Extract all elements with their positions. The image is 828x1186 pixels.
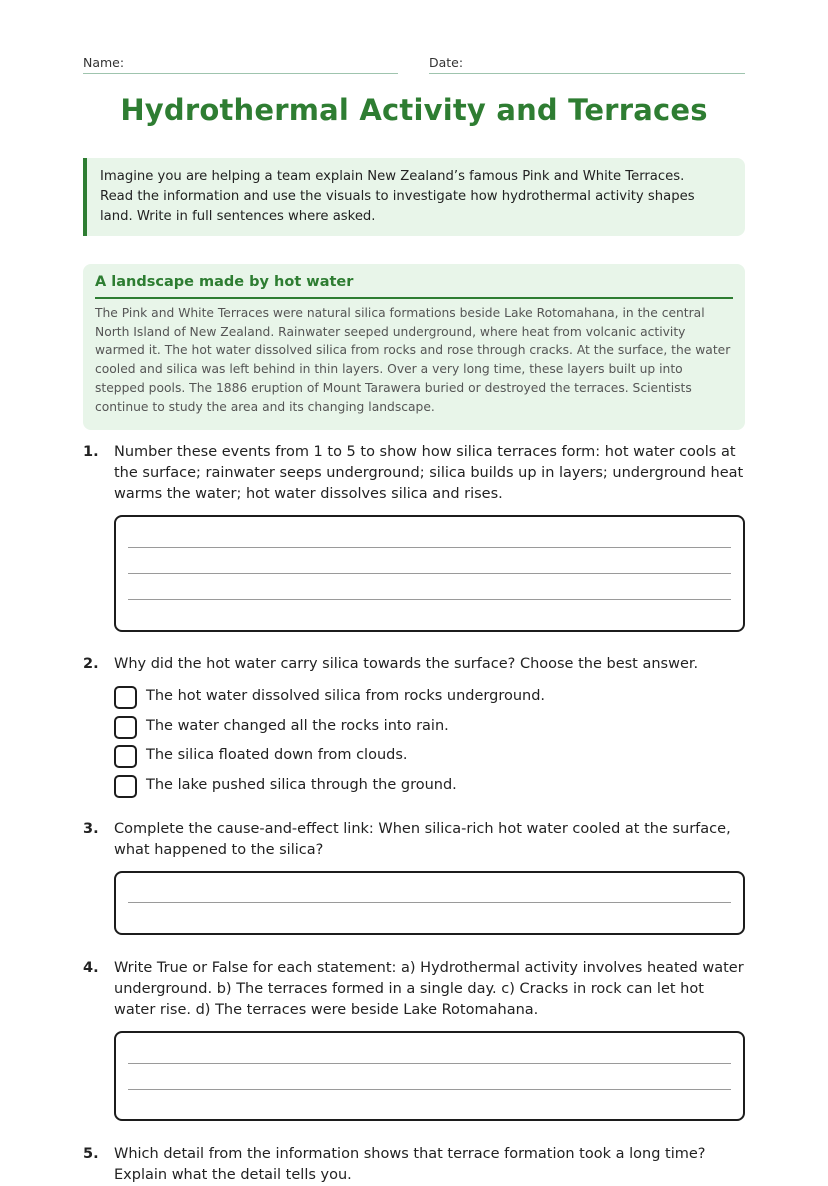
question-2 bbox=[83, 654, 745, 675]
option-checkbox[interactable] bbox=[114, 686, 137, 709]
answer-box-3[interactable] bbox=[114, 871, 745, 935]
info-body: The Pink and White Terraces were natural silica formations beside Lake Rotomahana, in the central North Island of New Zealand. Rainwater seeped underground, where heat from volcanic activity warmed it. The hot water dissolved silica from rocks and rose through cracks. At the surface, the water cooled and silica was left behind in thin layers. Over a very long time, these layers built up into stepped pools. The 1886 eruption of Mount Tarawera buried or destroyed the terraces. Scientists continue to study the area and its changing landscape. bbox=[95, 306, 731, 414]
info-heading: A landscape made by hot water bbox=[95, 274, 733, 299]
date-field[interactable] bbox=[429, 52, 745, 74]
option-checkbox[interactable] bbox=[114, 775, 137, 798]
question-4 bbox=[83, 958, 745, 1021]
question-text: Complete the cause-and-effect link: When silica-rich hot water cooled at the surface, what happened to the silica? bbox=[114, 821, 731, 858]
question-number: 2. bbox=[83, 656, 99, 672]
option-label: The silica floated down from clouds. bbox=[146, 747, 408, 763]
date-label: Date: bbox=[429, 55, 464, 70]
answer-line bbox=[128, 902, 731, 903]
question-3 bbox=[83, 819, 745, 861]
name-label: Name: bbox=[83, 55, 125, 70]
name-field[interactable] bbox=[83, 52, 398, 74]
question-text: Which detail from the information shows that terrace formation took a long time? Explain what the detail tells you. bbox=[114, 1146, 706, 1183]
answer-line bbox=[128, 573, 731, 574]
answer-box-4[interactable] bbox=[114, 1031, 745, 1121]
question-5 bbox=[83, 1144, 745, 1186]
question-text: Number these events from 1 to 5 to show how silica terraces form: hot water cools at the surface; rainwater seeps underground; silica builds up in layers; underground heat warms the water; hot water dissolves silica and rises. bbox=[114, 444, 744, 502]
question-text: Write True or False for each statement: a) Hydrothermal activity involves heated water underground. b) The terraces formed in a single day. c) Cracks in rock can let hot water rise. d) The terraces were beside Lake Rotomahana. bbox=[114, 960, 744, 1018]
answer-line bbox=[128, 599, 731, 600]
question-number: 5. bbox=[83, 1146, 99, 1162]
answer-box-1[interactable] bbox=[114, 515, 745, 632]
intro-callout: Imagine you are helping a team explain New Zealand’s famous Pink and White Terraces. Read the information and use the visuals to investigate how hydrothermal activity shapes land. Write in full sentences where asked. bbox=[83, 158, 745, 236]
answer-line bbox=[128, 1089, 731, 1090]
option-checkbox[interactable] bbox=[114, 745, 137, 768]
question-1 bbox=[83, 442, 745, 505]
answer-line bbox=[128, 1063, 731, 1064]
answer-line bbox=[128, 547, 731, 548]
question-number: 1. bbox=[83, 444, 99, 460]
info-panel bbox=[83, 264, 745, 430]
option-checkbox[interactable] bbox=[114, 716, 137, 739]
question-number: 3. bbox=[83, 821, 99, 837]
option-label: The lake pushed silica through the ground. bbox=[146, 777, 457, 793]
question-number: 4. bbox=[83, 960, 99, 976]
page-title: Hydrothermal Activity and Terraces bbox=[120, 93, 708, 127]
question-text: Why did the hot water carry silica towards the surface? Choose the best answer. bbox=[114, 656, 699, 672]
option-label: The hot water dissolved silica from rocks underground. bbox=[146, 688, 546, 704]
option-label: The water changed all the rocks into rain. bbox=[146, 718, 449, 734]
